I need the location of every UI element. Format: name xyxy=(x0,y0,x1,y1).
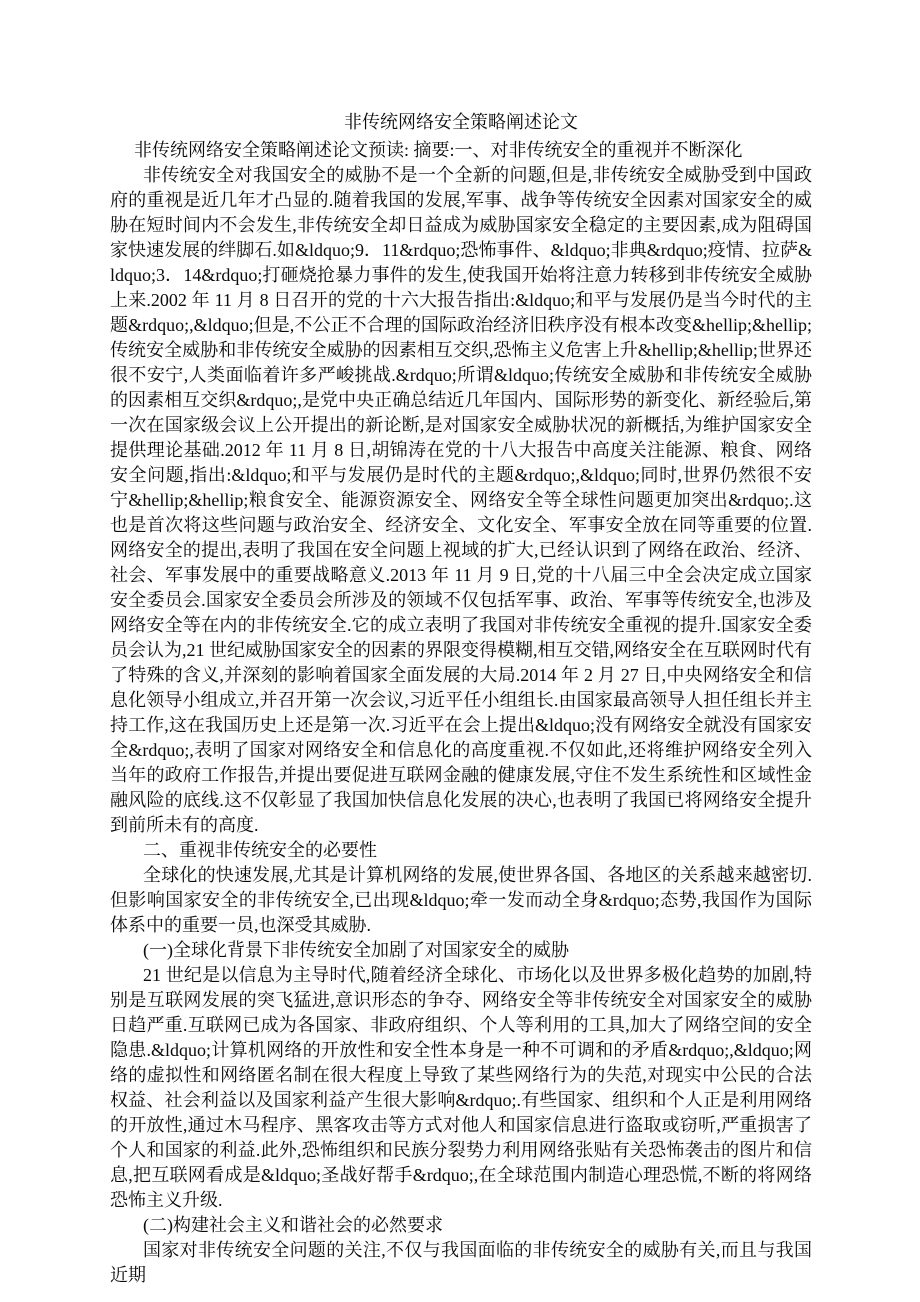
document-title: 非传统网络安全策略阐述论文 xyxy=(344,112,578,132)
section-heading-2-2: (二)构建社会主义和谐社会的必然要求 xyxy=(143,1215,443,1235)
section-heading-2-1: (一)全球化背景下非传统安全加剧了对国家安全的威胁 xyxy=(143,940,569,960)
section-heading-2: 二、重视非传统安全的必要性 xyxy=(143,840,377,860)
paragraph-section2-2-body: 国家对非传统安全问题的关注,不仅与我国面临的非传统安全的威胁有关,而且与我国近期 xyxy=(110,1240,812,1285)
paragraph-section1-body: 非传统安全对我国安全的威胁不是一个全新的问题,但是,非传统安全威胁受到中国政府的重视是近几年才凸显的.随着我国的发展,军事、战争等传统安全因素对国家安全的威胁在短时间内不会发生,非传统安全却日益成为威胁国家安全稳定的主要因素,成为阻碍国家快速发展的绊脚石.如&ldquo;9．11&rdquo;恐怖事件、&ldquo;非典&rdquo;疫情、拉萨&ldquo;3．14&rdquo;打砸烧抢暴力事件的发生,使我国开始将注意力转移到非传统安全威胁上来.2002 年 11 月 8 日召开的党的十六大报告指出:&ldquo;和平与发展仍是当今时代的主题&rdquo;,&ldquo;但是,不公正不合理的国际政治经济旧秩序没有根本改变&hellip;&hellip;传统安全威胁和非传统安全威胁的因素相互交织,恐怖主义危害上升&hellip;&hellip;世界还很不安宁,人类面临着许多严峻挑战.&rdquo;所谓&ldquo;传统安全威胁和非传统安全威胁的因素相互交织&rdquo;,是党中央正确总结近几年国内、国际形势的新变化、新经验后,第一次在国家级会议上公开提出的新论断,是对国家安全威胁状况的新概括,为维护国家安全提供理论基础.2012 年 11 月 8 日,胡锦涛在党的十八大报告中高度关注能源、粮食、网络安全问题,指出:&ldquo;和平与发展仍是时代的主题&rdquo;,&ldquo;同时,世界仍然很不安宁&hellip;&hellip;粮食安全、能源资源安全、网络安全等全球性问题更加突出&rdquo;.这也是首次将这些问题与政治安全、经济安全、文化安全、军事安全放在同等重要的位置.网络安全的提出,表明了我国在安全问题上视域的扩大,已经认识到了网络在政治、经济、社会、军事发展中的重要战略意义.2013 年 11 月 9 日,党的十八届三中全会决定成立国家安全委员会.国家安全委员会所涉及的领域不仅包括军事、政治、军事等传统安全,也涉及网络安全等在内的非传统安全.它的成立表明了我国对非传统安全重视的提升.国家安全委员会认为,21 世纪威胁国家安全的因素的界限变得模糊,相互交错,网络安全在互联网时代有了特殊的含义,并深刻的影响着国家全面发展的大局.2014 年 2 月 27 日,中央网络安全和信息化领导小组成立,并召开第一次会议,习近平任小组组长.由国家最高领导人担任组长并主持工作,这在我国历史上还是第一次.习近平在会上提出&ldquo;没有网络安全就没有国家安全&rdquo;,表明了国家对网络安全和信息化的高度重视.不仅如此,还将维护网络安全列入当年的政府工作报告,并提出要促进互联网金融的健康发展,守住不发生系统性和区域性金融风险的底线.这不仅彰显了我国加快信息化发展的决心,也表明了我国已将网络安全提升到前所未有的高度. xyxy=(110,165,813,835)
paragraph-section2-intro: 全球化的快速发展,尤其是计算机网络的发展,使世界各国、各地区的关系越来越密切.但影响国家安全的非传统安全,已出现&ldquo;牵一发而动全身&rdquo;态势,我国作为国际体系中的重要一员,也深受其威胁. xyxy=(110,865,812,935)
paragraph-preview-line: 非传统网络安全策略阐述论文预读: 摘要:一、对非传统安全的重视并不断深化 xyxy=(134,140,743,160)
paragraph-section2-1-body: 21 世纪是以信息为主导时代,随着经济全球化、市场化以及世界多极化趋势的加剧,特别是互联网发展的突飞猛进,意识形态的争夺、网络安全等非传统安全对国家安全的威胁日趋严重.互联网已成为各国家、非政府组织、个人等利用的工具,加大了网络空间的安全隐患.&ldquo;计算机网络的开放性和安全性本身是一种不可调和的矛盾&rdquo;,&ldquo;网络的虚拟性和网络匿名制在很大程度上导致了某些网络行为的失范,对现实中公民的合法权益、社会利益以及国家利益产生很大影响&rdquo;.有些国家、组织和个人正是利用网络的开放性,通过木马程序、黑客攻击等方式对他人和国家信息进行盗取或窃听,严重损害了个人和国家的利益.此外,恐怖组织和民族分裂势力利用网络张贴有关恐怖袭击的图片和信息,把互联网看成是&ldquo;圣战好帮手&rdquo;,在全球范围内制造心理恐慌,不断的将网络恐怖主义升级. xyxy=(110,965,812,1210)
document-page xyxy=(110,110,812,1288)
